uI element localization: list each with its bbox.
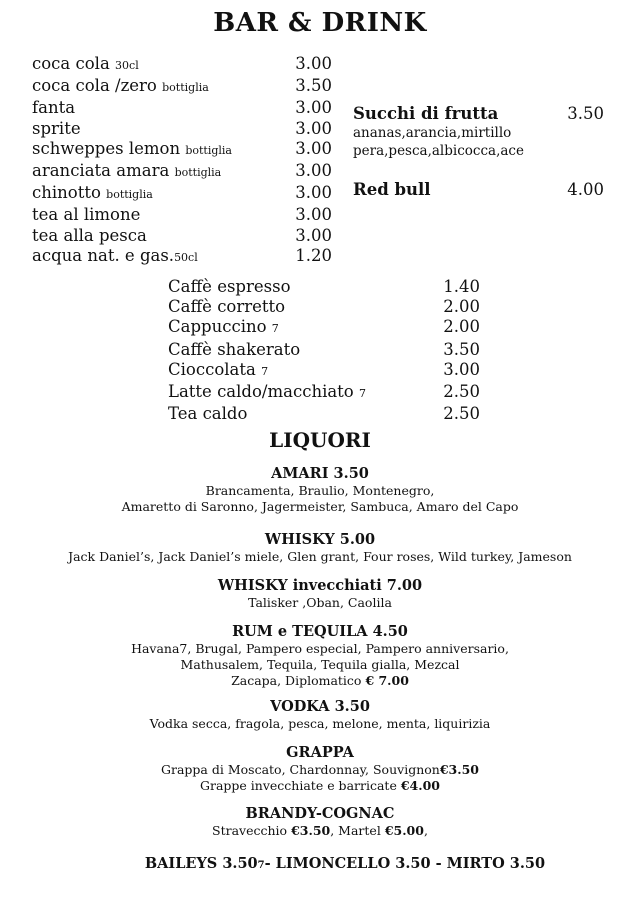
item-note: 7 — [271, 322, 279, 336]
section-heading: GRAPPA — [286, 744, 354, 761]
juices-block — [353, 104, 604, 160]
soft-drinks-list — [32, 54, 332, 268]
item-name: chinotto — [32, 183, 101, 203]
list-item — [168, 277, 480, 297]
item-name: Tea caldo — [168, 404, 248, 424]
item-note: bottiglia — [106, 188, 153, 202]
section-line: Talisker ,Oban, Caolila — [248, 595, 392, 610]
section-heading: VODKA 3.50 — [270, 698, 370, 715]
item-name: Caffè espresso — [168, 277, 291, 296]
section-line: Brancamenta, Braulio, Montenegro, — [205, 483, 435, 498]
rum-tequila-section — [0, 623, 640, 689]
item-price: 3.50 — [443, 339, 480, 359]
line-text: Stravecchio — [212, 823, 288, 838]
item-price: 3.00 — [295, 183, 332, 203]
item-price: 2.00 — [443, 317, 480, 337]
item-price: 3.00 — [295, 54, 332, 73]
item-note: 30cl — [115, 59, 139, 72]
item-name: Latte caldo/macchiato — [168, 382, 354, 402]
item-price: 2.50 — [443, 382, 480, 402]
item-note: bottiglia — [174, 166, 222, 180]
item-price: 3.00 — [295, 161, 332, 181]
line-text: , Martel — [330, 823, 381, 838]
list-item — [32, 98, 332, 118]
limoncello-mirto-text: - LIMONCELLO 3.50 - MIRTO 3.50 — [264, 855, 546, 872]
line-price: €5.00 — [384, 823, 424, 838]
item-price: 3.00 — [295, 225, 332, 245]
redbull-label: Red bull — [353, 180, 431, 199]
section-line — [0, 762, 640, 778]
list-item — [32, 54, 332, 76]
line-text: Zacapa, Diplomatico — [231, 673, 362, 688]
item-name: acqua nat. e gas. — [32, 245, 175, 265]
line-price: €4.00 — [400, 778, 440, 793]
page-title: BAR & DRINK — [213, 8, 427, 38]
item-name: coca cola — [32, 54, 110, 73]
list-item — [32, 119, 332, 139]
line-price: €3.50 — [291, 823, 331, 838]
item-name: tea alla pesca — [32, 225, 147, 245]
whisky-section — [0, 531, 640, 565]
list-item — [168, 317, 480, 339]
item-name: Caffè shakerato — [168, 339, 301, 359]
section-line — [0, 778, 640, 794]
liquori-title: LIQUORI — [269, 428, 371, 452]
item-note: bottiglia — [162, 81, 209, 95]
vodka-section — [0, 698, 640, 732]
item-price: 2.00 — [443, 297, 480, 317]
item-price: 2.50 — [443, 404, 480, 424]
section-heading: WHISKY invecchiati 7.00 — [217, 577, 423, 594]
item-name: sprite — [32, 118, 81, 138]
item-price: 1.40 — [443, 277, 480, 296]
juices-label: Succhi di frutta — [353, 104, 499, 123]
list-item — [32, 205, 332, 225]
list-item — [168, 360, 480, 382]
section-line: Jack Daniel’s, Jack Daniel’s miele, Glen grant, Four roses, Wild turkey, Jameson — [68, 549, 572, 564]
line-text: , — [423, 823, 428, 838]
list-item — [32, 246, 332, 268]
coffee-list — [168, 277, 480, 424]
item-name: Caffè corretto — [168, 297, 286, 317]
item-price: 3.00 — [295, 118, 332, 138]
list-item — [168, 404, 480, 424]
line-price: €3.50 — [439, 762, 479, 777]
section-line — [0, 673, 640, 689]
line-text: Grappa di Moscato, Chardonnay, Souvignon — [161, 762, 440, 777]
item-price: 3.00 — [443, 359, 480, 379]
line-text: Grappe invecchiate e barricate — [200, 778, 397, 793]
item-price: 3.00 — [295, 138, 332, 158]
list-item — [32, 161, 332, 183]
section-line: Havana7, Brugal, Pampero especial, Pampero anniversario, — [131, 641, 509, 656]
list-item — [168, 297, 480, 317]
whisky-invecchiati-section — [0, 577, 640, 611]
juices-flavors-1: ananas,arancia,mirtillo — [353, 125, 512, 141]
item-note: bottiglia — [185, 143, 232, 157]
section-line: Vodka secca, fragola, pesca, melone, menta, liquirizia — [149, 716, 491, 731]
section-line — [0, 823, 640, 839]
item-price: 3.00 — [295, 205, 332, 225]
list-item — [32, 226, 332, 246]
list-item — [32, 139, 332, 161]
baileys-text: BAILEYS 3.50 — [144, 855, 258, 872]
list-item — [168, 382, 480, 404]
section-heading: RUM e TEQUILA 4.50 — [232, 623, 408, 640]
item-name: schweppes lemon — [32, 138, 181, 158]
item-name: coca cola /zero — [32, 76, 157, 96]
section-heading: BRANDY-COGNAC — [245, 805, 395, 822]
item-name: Cioccolata — [168, 359, 256, 379]
item-note: 7 — [359, 387, 366, 401]
section-heading: AMARI 3.50 — [271, 465, 369, 482]
section-heading: WHISKY 5.00 — [264, 531, 376, 548]
list-item — [168, 340, 480, 360]
section-line: Amaretto di Saronno, Jagermeister, Sambuca, Amaro del Capo — [121, 499, 519, 514]
list-item — [32, 76, 332, 98]
item-note: 7 — [261, 364, 269, 378]
redbull-price: 4.00 — [567, 180, 604, 199]
item-note: 50cl — [174, 250, 198, 264]
bottom-line — [0, 855, 640, 872]
item-price: 3.00 — [295, 98, 332, 118]
grappa-section — [0, 744, 640, 794]
section-line: Mathusalem, Tequila, Tequila gialla, Mezcal — [180, 657, 460, 672]
item-name: Cappuccino — [168, 317, 267, 337]
item-name: aranciata amara — [32, 161, 170, 181]
item-name: tea al limone — [32, 205, 141, 225]
amari-section — [0, 465, 640, 515]
juices-price: 3.50 — [567, 104, 604, 123]
brandy-cognac-section — [0, 805, 640, 839]
line-price: € 7.00 — [365, 673, 409, 688]
item-price: 1.20 — [295, 245, 332, 265]
redbull-block — [353, 180, 604, 200]
juices-flavors-2: pera,pesca,albicocca,ace — [353, 143, 524, 159]
item-price: 3.50 — [295, 76, 332, 96]
list-item — [32, 183, 332, 205]
item-name: fanta — [32, 98, 76, 118]
baileys-note: 7 — [257, 860, 265, 871]
